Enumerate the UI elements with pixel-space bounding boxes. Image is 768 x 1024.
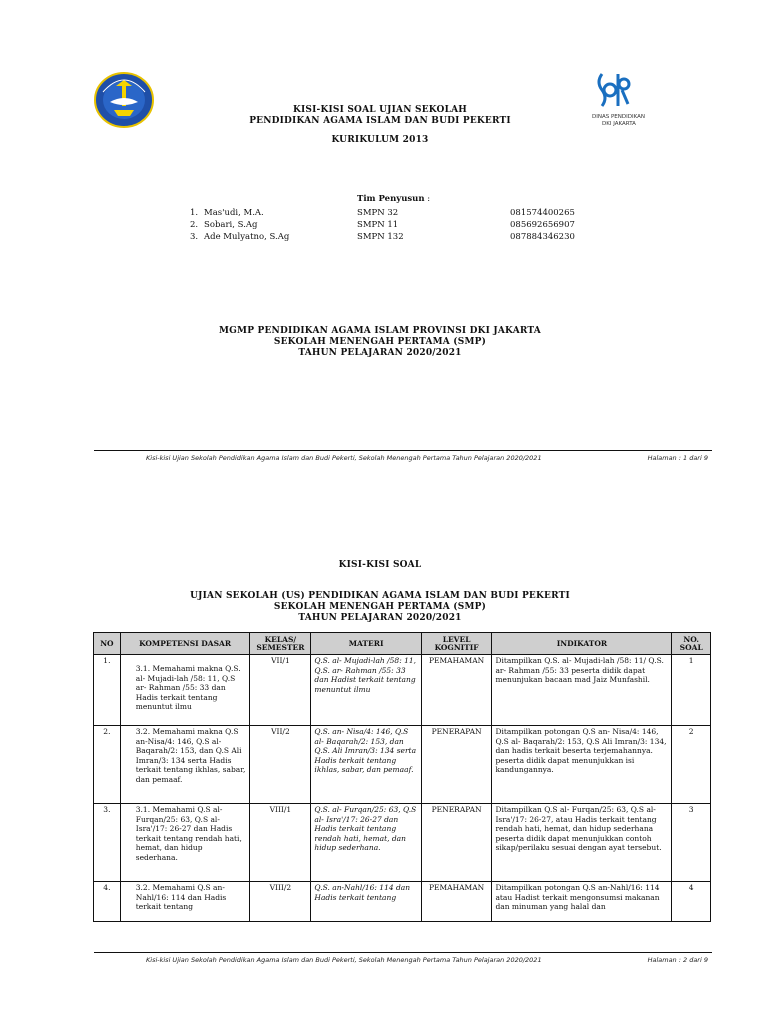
cell-kelas: VII/2 <box>250 726 311 804</box>
page2-subheading-line2: SEKOLAH MENENGAH PERTAMA (SMP) <box>273 602 487 612</box>
cell-no-soal: 1 <box>672 655 711 726</box>
kd-text: 3.1. Memahami Q.S al- Furqan/25: 63, Q.S al- Isra'/17: 26-27 dan Hadis terkait tentang rendah hati, hemat, dan hidup sederhana. <box>135 805 242 862</box>
team-school: SMPN 132 <box>357 232 404 242</box>
mgmp-line1: MGMP PENDIDIKAN AGAMA ISLAM PROVINSI DKI JAKARTA <box>219 326 541 336</box>
cell-kelas: VIII/2 <box>250 882 311 922</box>
cell-no: 1. <box>94 655 121 726</box>
page1-title <box>180 105 580 127</box>
kd-text: 3.1. Memahami makna Q.S. al- Mujadi-lah /58: 11, Q.S ar- Rahman /55: 33 dan Hadis terkait tentang menuntut ilmu <box>135 664 241 711</box>
table-header-row <box>94 633 711 655</box>
footer-rule <box>94 952 712 953</box>
mgmp-line3: TAHUN PELAJARAN 2020/2021 <box>298 348 462 358</box>
page2-subheading <box>160 591 600 624</box>
page1-title-line1: KISI-KISI SOAL UJIAN SEKOLAH <box>293 105 467 115</box>
dinas-pendidikan-icon <box>592 70 632 110</box>
tim-penyusun-label: Tim Penyusun <box>357 194 425 204</box>
kd-text: 3.2. Memahami Q.S an- Nahl/16: 114 dan Hadis terkait tentang <box>135 883 227 911</box>
footer-page-number: Halaman : 2 dari 9 <box>647 956 708 964</box>
tim-penyusun-colon: : <box>427 194 431 204</box>
table-row <box>94 882 711 922</box>
cell-indikator: Ditampilkan Q.S. al- Mujadi-lah /58: 11/ Q.S. ar- Rahman /55: 33 peserta didik dapat menunjukan bacaan mad Jaiz Munfashil. <box>492 655 672 726</box>
cell-indikator: Ditampilkan potongan Q.S an- Nisa/4: 146, Q.S al- Baqarah/2: 153, Q.S Ali Imran/3: 134, dan hadis terkait beserta terjemahannya. peserta didik dapat menunjukkan isi kandungannya. <box>492 726 672 804</box>
tim-penyusun-heading <box>357 194 430 205</box>
team-phone: 085692656907 <box>510 220 575 230</box>
cell-no: 3. <box>94 804 121 882</box>
col-header-no: NO <box>94 633 121 655</box>
cell-no: 4. <box>94 882 121 922</box>
dinas-logo-line1: DINAS PENDIDIKAN <box>592 114 645 120</box>
page2-subheading-line3: TAHUN PELAJARAN 2020/2021 <box>298 613 462 623</box>
table-row <box>94 804 711 882</box>
team-school: SMPN 11 <box>357 220 399 230</box>
cell-level: PENERAPAN <box>421 726 492 804</box>
team-phone: 081574400265 <box>510 208 575 218</box>
col-header-materi: MATERI <box>311 633 421 655</box>
table-row <box>94 655 711 726</box>
col-header-kompetensi: KOMPETENSI DASAR <box>120 633 250 655</box>
cell-no-soal: 3 <box>672 804 711 882</box>
kd-text: 3.2. Memahami makna Q.S an-Nisa/4: 146, Q.S al-Baqarah/2: 153, dan Q.S Ali Imran/3: 134 serta Hadis terkait tentang ikhlas, sabar, dan pemaaf. <box>135 727 246 784</box>
team-no: 3. <box>190 232 199 242</box>
team-no: 1. <box>190 208 199 218</box>
mgmp-line2: SEKOLAH MENENGAH PERTAMA (SMP) <box>273 337 487 347</box>
cell-kd <box>120 804 250 882</box>
page2-heading: KISI-KISI SOAL <box>338 560 422 570</box>
team-phone: 087884346230 <box>510 232 575 242</box>
team-name: Sobari, S.Ag <box>204 220 258 230</box>
table-row <box>94 726 711 804</box>
team-name: Mas'udi, M.A. <box>204 208 264 218</box>
footer-text: Kisi-kisi Ujian Sekolah Pendidikan Agama Islam dan Budi Pekerti, Sekolah Menengah Pertama Tahun Pelajaran 2020/2021 <box>146 454 542 462</box>
col-header-no-soal: NO. SOAL <box>672 633 711 655</box>
page1-title-line2: PENDIDIKAN AGAMA ISLAM DAN BUDI PEKERTI <box>249 116 511 126</box>
ministry-emblem-icon <box>94 72 154 128</box>
cell-kd <box>120 655 250 726</box>
col-header-indikator: INDIKATOR <box>492 633 672 655</box>
cell-kd <box>120 882 250 922</box>
cell-no-soal: 4 <box>672 882 711 922</box>
cell-materi: Q.S. al- Mujadi-lah /58: 11, Q.S. ar- Rahman /55: 33 dan Hadist terkait tentang menuntut ilmu <box>311 655 421 726</box>
col-header-kelas: KELAS/ SEMESTER <box>250 633 311 655</box>
cell-kd <box>120 726 250 804</box>
cell-no: 2. <box>94 726 121 804</box>
footer-page-number: Halaman : 1 dari 9 <box>647 454 708 462</box>
kurikulum-label: KURIKULUM 2013 <box>331 135 429 145</box>
cell-level: PENERAPAN <box>421 804 492 882</box>
cell-level: PEMAHAMAN <box>421 655 492 726</box>
cell-materi: Q.S. an-Nahl/16: 114 dan Hadis terkait tentang <box>311 882 421 922</box>
cell-level: PEMAHAMAN <box>421 882 492 922</box>
page2-subheading-line1: UJIAN SEKOLAH (US) PENDIDIKAN AGAMA ISLAM DAN BUDI PEKERTI <box>190 591 570 601</box>
cell-kelas: VII/1 <box>250 655 311 726</box>
cell-indikator: Ditampilkan potongan Q.S an-Nahl/16: 114 atau Hadist terkait mengonsumsi makanan dan minuman yang halal dan <box>492 882 672 922</box>
mgmp-block <box>160 326 600 359</box>
cell-kelas: VIII/1 <box>250 804 311 882</box>
kisi-kisi-table <box>93 632 711 922</box>
dinas-logo-line2: DKI JAKARTA <box>602 121 636 127</box>
footer-rule <box>94 450 712 451</box>
team-name: Ade Mulyatno, S.Ag <box>204 232 290 242</box>
team-no: 2. <box>190 220 199 230</box>
cell-no-soal: 2 <box>672 726 711 804</box>
team-school: SMPN 32 <box>357 208 399 218</box>
cell-materi: Q.S. an- Nisa/4: 146, Q.S al- Baqarah/2: 153, dan Q.S. Ali Imran/3: 134 serta Hadis terkait tentang ikhlas, sabar, dan pemaaf. <box>311 726 421 804</box>
footer-text: Kisi-kisi Ujian Sekolah Pendidikan Agama Islam dan Budi Pekerti, Sekolah Menengah Pertama Tahun Pelajaran 2020/2021 <box>146 956 542 964</box>
cell-indikator: Ditampilkan Q.S al- Furqan/25: 63, Q.S al- Isra'/17: 26-27, atau Hadis terkait tentang rendah hati, hemat, dan hidup sederhana peserta didik dapat menunjukkan contoh sikap/perilaku sesuai dengan ayat tersebut. <box>492 804 672 882</box>
tut-wuri-logo <box>94 72 154 128</box>
col-header-level: LEVEL KOGNITIF <box>421 633 492 655</box>
dinas-logo <box>586 70 686 134</box>
cell-materi: Q.S. al- Furqan/25: 63, Q.S al- Isra'/17: 26-27 dan Hadis terkait tentang rendah hati, hemat, dan hidup sederhana. <box>311 804 421 882</box>
